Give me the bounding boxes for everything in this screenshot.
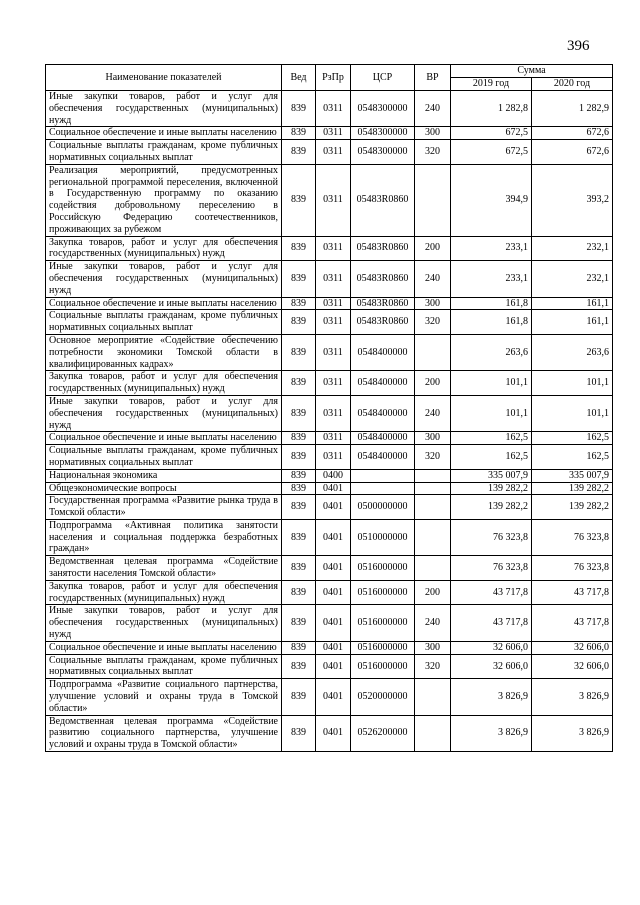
row-csr-cell: 05483R0860 (351, 164, 415, 236)
row-vr-cell (415, 334, 451, 370)
table-row (46, 679, 613, 715)
budget-table (45, 64, 613, 752)
row-2019-cell: 3 826,9 (451, 679, 532, 715)
row-rzpr-cell: 0401 (316, 580, 351, 605)
row-vr-cell (415, 495, 451, 520)
row-name-cell: Иные закупки товаров, работ и услуг для обеспечения государственных (муниципальных) нужд (46, 395, 282, 431)
row-2020-cell: 232,1 (532, 261, 613, 297)
row-2020-cell: 139 282,2 (532, 495, 613, 520)
row-2019-cell: 161,8 (451, 297, 532, 310)
row-csr-cell: 0548300000 (351, 91, 415, 127)
row-vr-cell: 200 (415, 236, 451, 261)
row-name-cell: Иные закупки товаров, работ и услуг для обеспечения государственных (муниципальных) нужд (46, 605, 282, 641)
row-2019-cell: 101,1 (451, 395, 532, 431)
row-2020-cell: 76 323,8 (532, 556, 613, 581)
row-ved-cell: 839 (282, 445, 316, 470)
row-rzpr-cell: 0401 (316, 641, 351, 654)
row-rzpr-cell: 0311 (316, 432, 351, 445)
header-ved: Вед (282, 65, 316, 91)
row-2020-cell: 161,1 (532, 297, 613, 310)
row-2019-cell: 32 606,0 (451, 641, 532, 654)
page-number: 396 (567, 38, 590, 54)
row-2019-cell: 162,5 (451, 432, 532, 445)
row-vr-cell: 320 (415, 445, 451, 470)
row-ved-cell: 839 (282, 334, 316, 370)
header-name: Наименование показателей (46, 65, 282, 91)
row-csr-cell: 0548400000 (351, 432, 415, 445)
row-2020-cell: 76 323,8 (532, 519, 613, 555)
table-row (46, 495, 613, 520)
row-2019-cell: 101,1 (451, 371, 532, 396)
row-rzpr-cell: 0401 (316, 519, 351, 555)
row-ved-cell: 839 (282, 140, 316, 165)
table-row (46, 236, 613, 261)
row-vr-cell (415, 556, 451, 581)
row-csr-cell: 0516000000 (351, 641, 415, 654)
header-csr: ЦСР (351, 65, 415, 91)
row-ved-cell: 839 (282, 654, 316, 679)
row-rzpr-cell: 0311 (316, 164, 351, 236)
row-name-cell: Основное мероприятие «Содействие обеспечению потребности экономики Томской области в квалифицированных кадрах» (46, 334, 282, 370)
row-2020-cell: 3 826,9 (532, 679, 613, 715)
row-2020-cell: 43 717,8 (532, 605, 613, 641)
table-row (46, 469, 613, 482)
row-rzpr-cell: 0311 (316, 395, 351, 431)
row-rzpr-cell: 0311 (316, 334, 351, 370)
row-2019-cell: 335 007,9 (451, 469, 532, 482)
row-vr-cell: 320 (415, 310, 451, 335)
row-name-cell: Социальные выплаты гражданам, кроме публичных нормативных социальных выплат (46, 445, 282, 470)
row-2019-cell: 1 282,8 (451, 91, 532, 127)
row-rzpr-cell: 0401 (316, 715, 351, 751)
row-2019-cell: 162,5 (451, 445, 532, 470)
table-row (46, 605, 613, 641)
row-2020-cell: 263,6 (532, 334, 613, 370)
row-ved-cell: 839 (282, 127, 316, 140)
row-ved-cell: 839 (282, 297, 316, 310)
table-row (46, 127, 613, 140)
table-row (46, 556, 613, 581)
row-name-cell: Закупка товаров, работ и услуг для обеспечения государственных (муниципальных) нужд (46, 580, 282, 605)
header-rzpr: РзПр (316, 65, 351, 91)
row-2020-cell: 335 007,9 (532, 469, 613, 482)
row-ved-cell: 839 (282, 236, 316, 261)
row-csr-cell: 0500000000 (351, 495, 415, 520)
row-2019-cell: 263,6 (451, 334, 532, 370)
row-vr-cell: 300 (415, 297, 451, 310)
table-row (46, 641, 613, 654)
row-vr-cell: 300 (415, 641, 451, 654)
row-vr-cell: 320 (415, 140, 451, 165)
header-2019: 2019 год (451, 78, 532, 91)
row-name-cell: Иные закупки товаров, работ и услуг для обеспечения государственных (муниципальных) нужд (46, 261, 282, 297)
row-vr-cell (415, 469, 451, 482)
row-vr-cell: 240 (415, 605, 451, 641)
row-csr-cell: 05483R0860 (351, 310, 415, 335)
row-ved-cell: 839 (282, 495, 316, 520)
row-vr-cell: 200 (415, 371, 451, 396)
row-vr-cell (415, 482, 451, 495)
row-vr-cell: 300 (415, 432, 451, 445)
row-2019-cell: 139 282,2 (451, 495, 532, 520)
row-name-cell: Ведомственная целевая программа «Содействие развитию социального партнерства, улучшение условий и охраны труда в Томской области» (46, 715, 282, 751)
row-ved-cell: 839 (282, 580, 316, 605)
row-name-cell: Социальное обеспечение и иные выплаты населению (46, 641, 282, 654)
row-2019-cell: 672,5 (451, 140, 532, 165)
row-2020-cell: 32 606,0 (532, 654, 613, 679)
row-2020-cell: 32 606,0 (532, 641, 613, 654)
row-name-cell: Социальное обеспечение и иные выплаты населению (46, 432, 282, 445)
table-row (46, 91, 613, 127)
table-row (46, 654, 613, 679)
table-row (46, 482, 613, 495)
row-vr-cell: 300 (415, 127, 451, 140)
row-2020-cell: 162,5 (532, 445, 613, 470)
row-ved-cell: 839 (282, 261, 316, 297)
row-csr-cell: 0520000000 (351, 679, 415, 715)
row-2019-cell: 3 826,9 (451, 715, 532, 751)
row-2019-cell: 43 717,8 (451, 580, 532, 605)
row-ved-cell: 839 (282, 395, 316, 431)
row-vr-cell (415, 715, 451, 751)
row-rzpr-cell: 0311 (316, 140, 351, 165)
row-ved-cell: 839 (282, 91, 316, 127)
row-name-cell: Национальная экономика (46, 469, 282, 482)
row-name-cell: Социальные выплаты гражданам, кроме публичных нормативных социальных выплат (46, 654, 282, 679)
row-name-cell: Закупка товаров, работ и услуг для обеспечения государственных (муниципальных) нужд (46, 236, 282, 261)
row-csr-cell: 05483R0860 (351, 236, 415, 261)
row-csr-cell: 0548300000 (351, 140, 415, 165)
row-name-cell: Социальные выплаты гражданам, кроме публичных нормативных социальных выплат (46, 310, 282, 335)
row-rzpr-cell: 0311 (316, 261, 351, 297)
row-name-cell: Общеэкономические вопросы (46, 482, 282, 495)
row-name-cell: Социальное обеспечение и иные выплаты населению (46, 297, 282, 310)
row-name-cell: Государственная программа «Развитие рынка труда в Томской области» (46, 495, 282, 520)
row-2019-cell: 32 606,0 (451, 654, 532, 679)
row-2019-cell: 233,1 (451, 236, 532, 261)
table-row (46, 310, 613, 335)
row-ved-cell: 839 (282, 641, 316, 654)
table-row (46, 445, 613, 470)
row-vr-cell: 320 (415, 654, 451, 679)
row-csr-cell: 0548400000 (351, 371, 415, 396)
table-row (46, 334, 613, 370)
row-csr-cell: 0548400000 (351, 445, 415, 470)
row-2020-cell: 672,6 (532, 127, 613, 140)
table-row (46, 715, 613, 751)
header-2020: 2020 год (532, 78, 613, 91)
row-name-cell: Иные закупки товаров, работ и услуг для обеспечения государственных (муниципальных) нужд (46, 91, 282, 127)
row-ved-cell: 839 (282, 605, 316, 641)
row-ved-cell: 839 (282, 164, 316, 236)
row-ved-cell: 839 (282, 715, 316, 751)
row-csr-cell (351, 469, 415, 482)
table-row (46, 580, 613, 605)
row-csr-cell: 05483R0860 (351, 261, 415, 297)
row-rzpr-cell: 0311 (316, 445, 351, 470)
table-row (46, 140, 613, 165)
header-sum: Сумма (451, 65, 613, 78)
row-ved-cell: 839 (282, 482, 316, 495)
row-ved-cell: 839 (282, 556, 316, 581)
row-2020-cell: 101,1 (532, 371, 613, 396)
row-name-cell: Ведомственная целевая программа «Содействие занятости населения Томской области» (46, 556, 282, 581)
row-name-cell: Реализация мероприятий, предусмотренных региональной программой переселения, включенной в Государственную программу по оказанию содействия добровольному переселению в Российскую Федерацию соотечественников, проживающих за рубежом (46, 164, 282, 236)
row-csr-cell: 0516000000 (351, 556, 415, 581)
row-rzpr-cell: 0400 (316, 469, 351, 482)
row-rzpr-cell: 0311 (316, 236, 351, 261)
row-2020-cell: 101,1 (532, 395, 613, 431)
row-ved-cell: 839 (282, 519, 316, 555)
row-csr-cell: 0548400000 (351, 395, 415, 431)
row-name-cell: Подпрограмма «Развитие социального партнерства, улучшение условий и охраны труда в Томской области» (46, 679, 282, 715)
row-ved-cell: 839 (282, 432, 316, 445)
row-csr-cell: 0510000000 (351, 519, 415, 555)
table-row (46, 395, 613, 431)
row-2019-cell: 161,8 (451, 310, 532, 335)
row-2020-cell: 3 826,9 (532, 715, 613, 751)
row-rzpr-cell: 0401 (316, 482, 351, 495)
row-rzpr-cell: 0311 (316, 371, 351, 396)
row-2020-cell: 162,5 (532, 432, 613, 445)
row-2020-cell: 672,6 (532, 140, 613, 165)
row-2019-cell: 76 323,8 (451, 556, 532, 581)
row-2020-cell: 43 717,8 (532, 580, 613, 605)
table-row (46, 519, 613, 555)
row-rzpr-cell: 0401 (316, 495, 351, 520)
row-2019-cell: 672,5 (451, 127, 532, 140)
row-ved-cell: 839 (282, 679, 316, 715)
row-2019-cell: 233,1 (451, 261, 532, 297)
table-row (46, 261, 613, 297)
row-rzpr-cell: 0401 (316, 654, 351, 679)
row-rzpr-cell: 0311 (316, 310, 351, 335)
row-vr-cell: 240 (415, 395, 451, 431)
row-2019-cell: 76 323,8 (451, 519, 532, 555)
row-csr-cell: 0516000000 (351, 605, 415, 641)
row-vr-cell: 240 (415, 91, 451, 127)
row-csr-cell: 0548300000 (351, 127, 415, 140)
table-row (46, 297, 613, 310)
row-csr-cell: 0526200000 (351, 715, 415, 751)
row-csr-cell: 0516000000 (351, 654, 415, 679)
row-name-cell: Социальные выплаты гражданам, кроме публичных нормативных социальных выплат (46, 140, 282, 165)
table-row (46, 164, 613, 236)
row-name-cell: Подпрограмма «Активная политика занятости населения и социальная поддержка безработных граждан» (46, 519, 282, 555)
row-2020-cell: 393,2 (532, 164, 613, 236)
row-2020-cell: 1 282,9 (532, 91, 613, 127)
row-csr-cell: 0516000000 (351, 580, 415, 605)
row-name-cell: Социальное обеспечение и иные выплаты населению (46, 127, 282, 140)
row-2019-cell: 394,9 (451, 164, 532, 236)
row-vr-cell: 240 (415, 261, 451, 297)
row-vr-cell (415, 164, 451, 236)
row-rzpr-cell: 0311 (316, 297, 351, 310)
row-rzpr-cell: 0401 (316, 605, 351, 641)
row-2020-cell: 232,1 (532, 236, 613, 261)
row-rzpr-cell: 0401 (316, 679, 351, 715)
table-row (46, 371, 613, 396)
row-2019-cell: 139 282,2 (451, 482, 532, 495)
row-rzpr-cell: 0311 (316, 91, 351, 127)
row-2019-cell: 43 717,8 (451, 605, 532, 641)
row-rzpr-cell: 0401 (316, 556, 351, 581)
row-ved-cell: 839 (282, 469, 316, 482)
row-ved-cell: 839 (282, 310, 316, 335)
row-name-cell: Закупка товаров, работ и услуг для обеспечения государственных (муниципальных) нужд (46, 371, 282, 396)
row-ved-cell: 839 (282, 371, 316, 396)
header-vr: ВР (415, 65, 451, 91)
row-2020-cell: 161,1 (532, 310, 613, 335)
table-row (46, 432, 613, 445)
row-csr-cell: 05483R0860 (351, 297, 415, 310)
row-csr-cell (351, 482, 415, 495)
row-2020-cell: 139 282,2 (532, 482, 613, 495)
row-rzpr-cell: 0311 (316, 127, 351, 140)
row-csr-cell: 0548400000 (351, 334, 415, 370)
row-vr-cell (415, 519, 451, 555)
row-vr-cell (415, 679, 451, 715)
row-vr-cell: 200 (415, 580, 451, 605)
